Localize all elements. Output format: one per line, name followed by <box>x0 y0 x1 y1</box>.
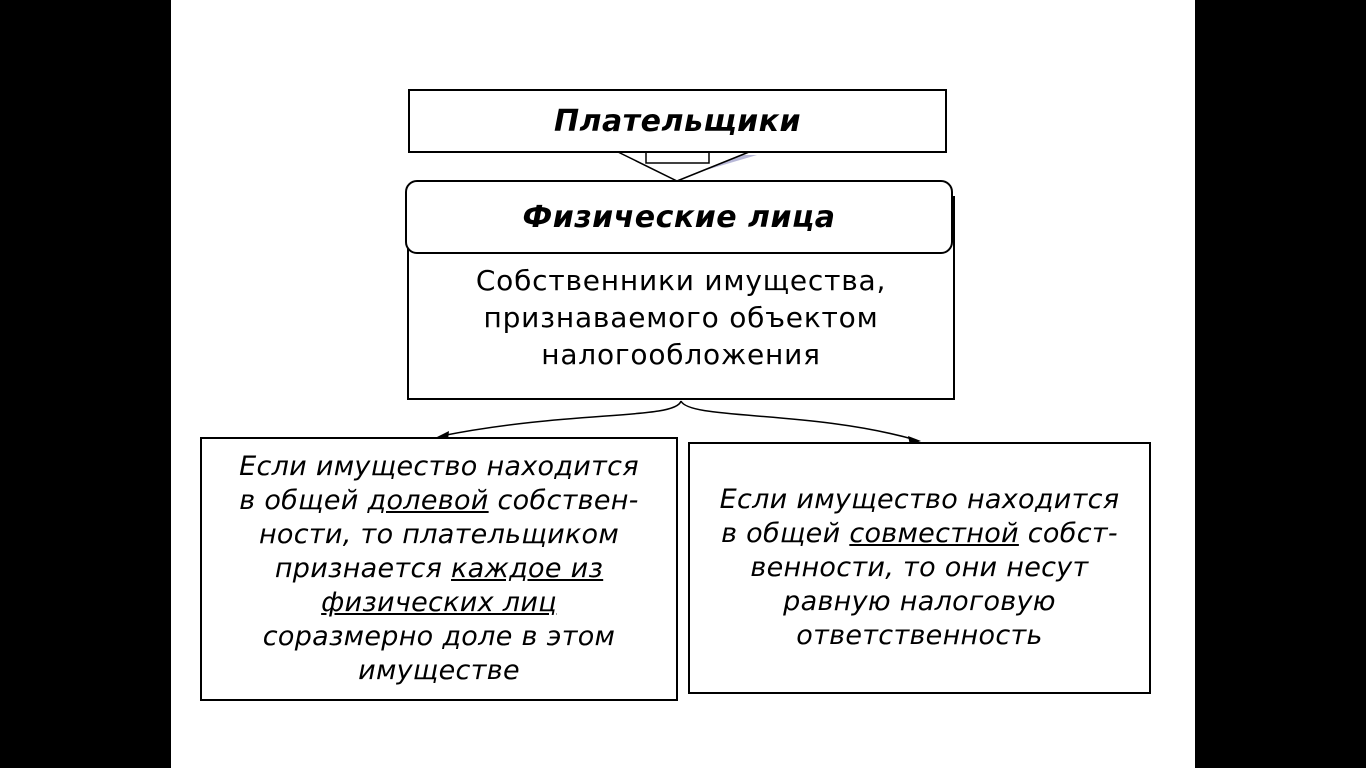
text-fragment: в общей <box>239 485 368 516</box>
owners-line: налогообложения <box>541 338 821 371</box>
underlined-term: каждое из <box>451 553 604 584</box>
text-line: равную налоговую <box>783 586 1056 617</box>
text-line <box>239 586 639 620</box>
text-line: ответственность <box>796 620 1043 651</box>
text-line: Если имущество находится <box>719 484 1120 515</box>
shared-ownership-text <box>239 450 639 688</box>
individuals-header <box>405 180 953 254</box>
slide <box>171 0 1195 768</box>
text-line: Если имущество находится <box>239 451 639 482</box>
underlined-term: физических лиц <box>321 587 557 618</box>
text-line <box>720 517 1120 551</box>
payers-box <box>408 89 947 153</box>
connector-left <box>441 401 681 436</box>
owners-line: Собственники имущества, <box>475 264 887 297</box>
text-fragment: признается <box>274 553 452 584</box>
connector-right <box>681 401 916 440</box>
text-line: венности, то они несут <box>750 552 1089 583</box>
text-line <box>239 552 639 586</box>
owners-text <box>407 262 955 373</box>
joint-ownership-box <box>688 442 1151 694</box>
text-line <box>239 484 639 518</box>
shared-ownership-box <box>200 437 678 701</box>
text-fragment: собствен- <box>488 485 639 516</box>
joint-ownership-text <box>720 483 1120 653</box>
block-arrow-shadow <box>623 155 757 178</box>
underlined-term: долевой <box>367 485 489 516</box>
block-arrow <box>618 152 749 181</box>
text-fragment: в общей <box>721 518 850 549</box>
text-fragment: собст- <box>1018 518 1118 549</box>
individuals-title: Физические лица <box>522 199 836 235</box>
text-line: ности, то плательщиком <box>258 519 620 550</box>
payers-title: Плательщики <box>553 103 802 139</box>
text-line: имуществе <box>358 655 520 686</box>
underlined-term: совместной <box>849 518 1019 549</box>
owners-line: признаваемого объектом <box>483 301 879 334</box>
text-line: соразмерно доле в этом <box>262 621 616 652</box>
